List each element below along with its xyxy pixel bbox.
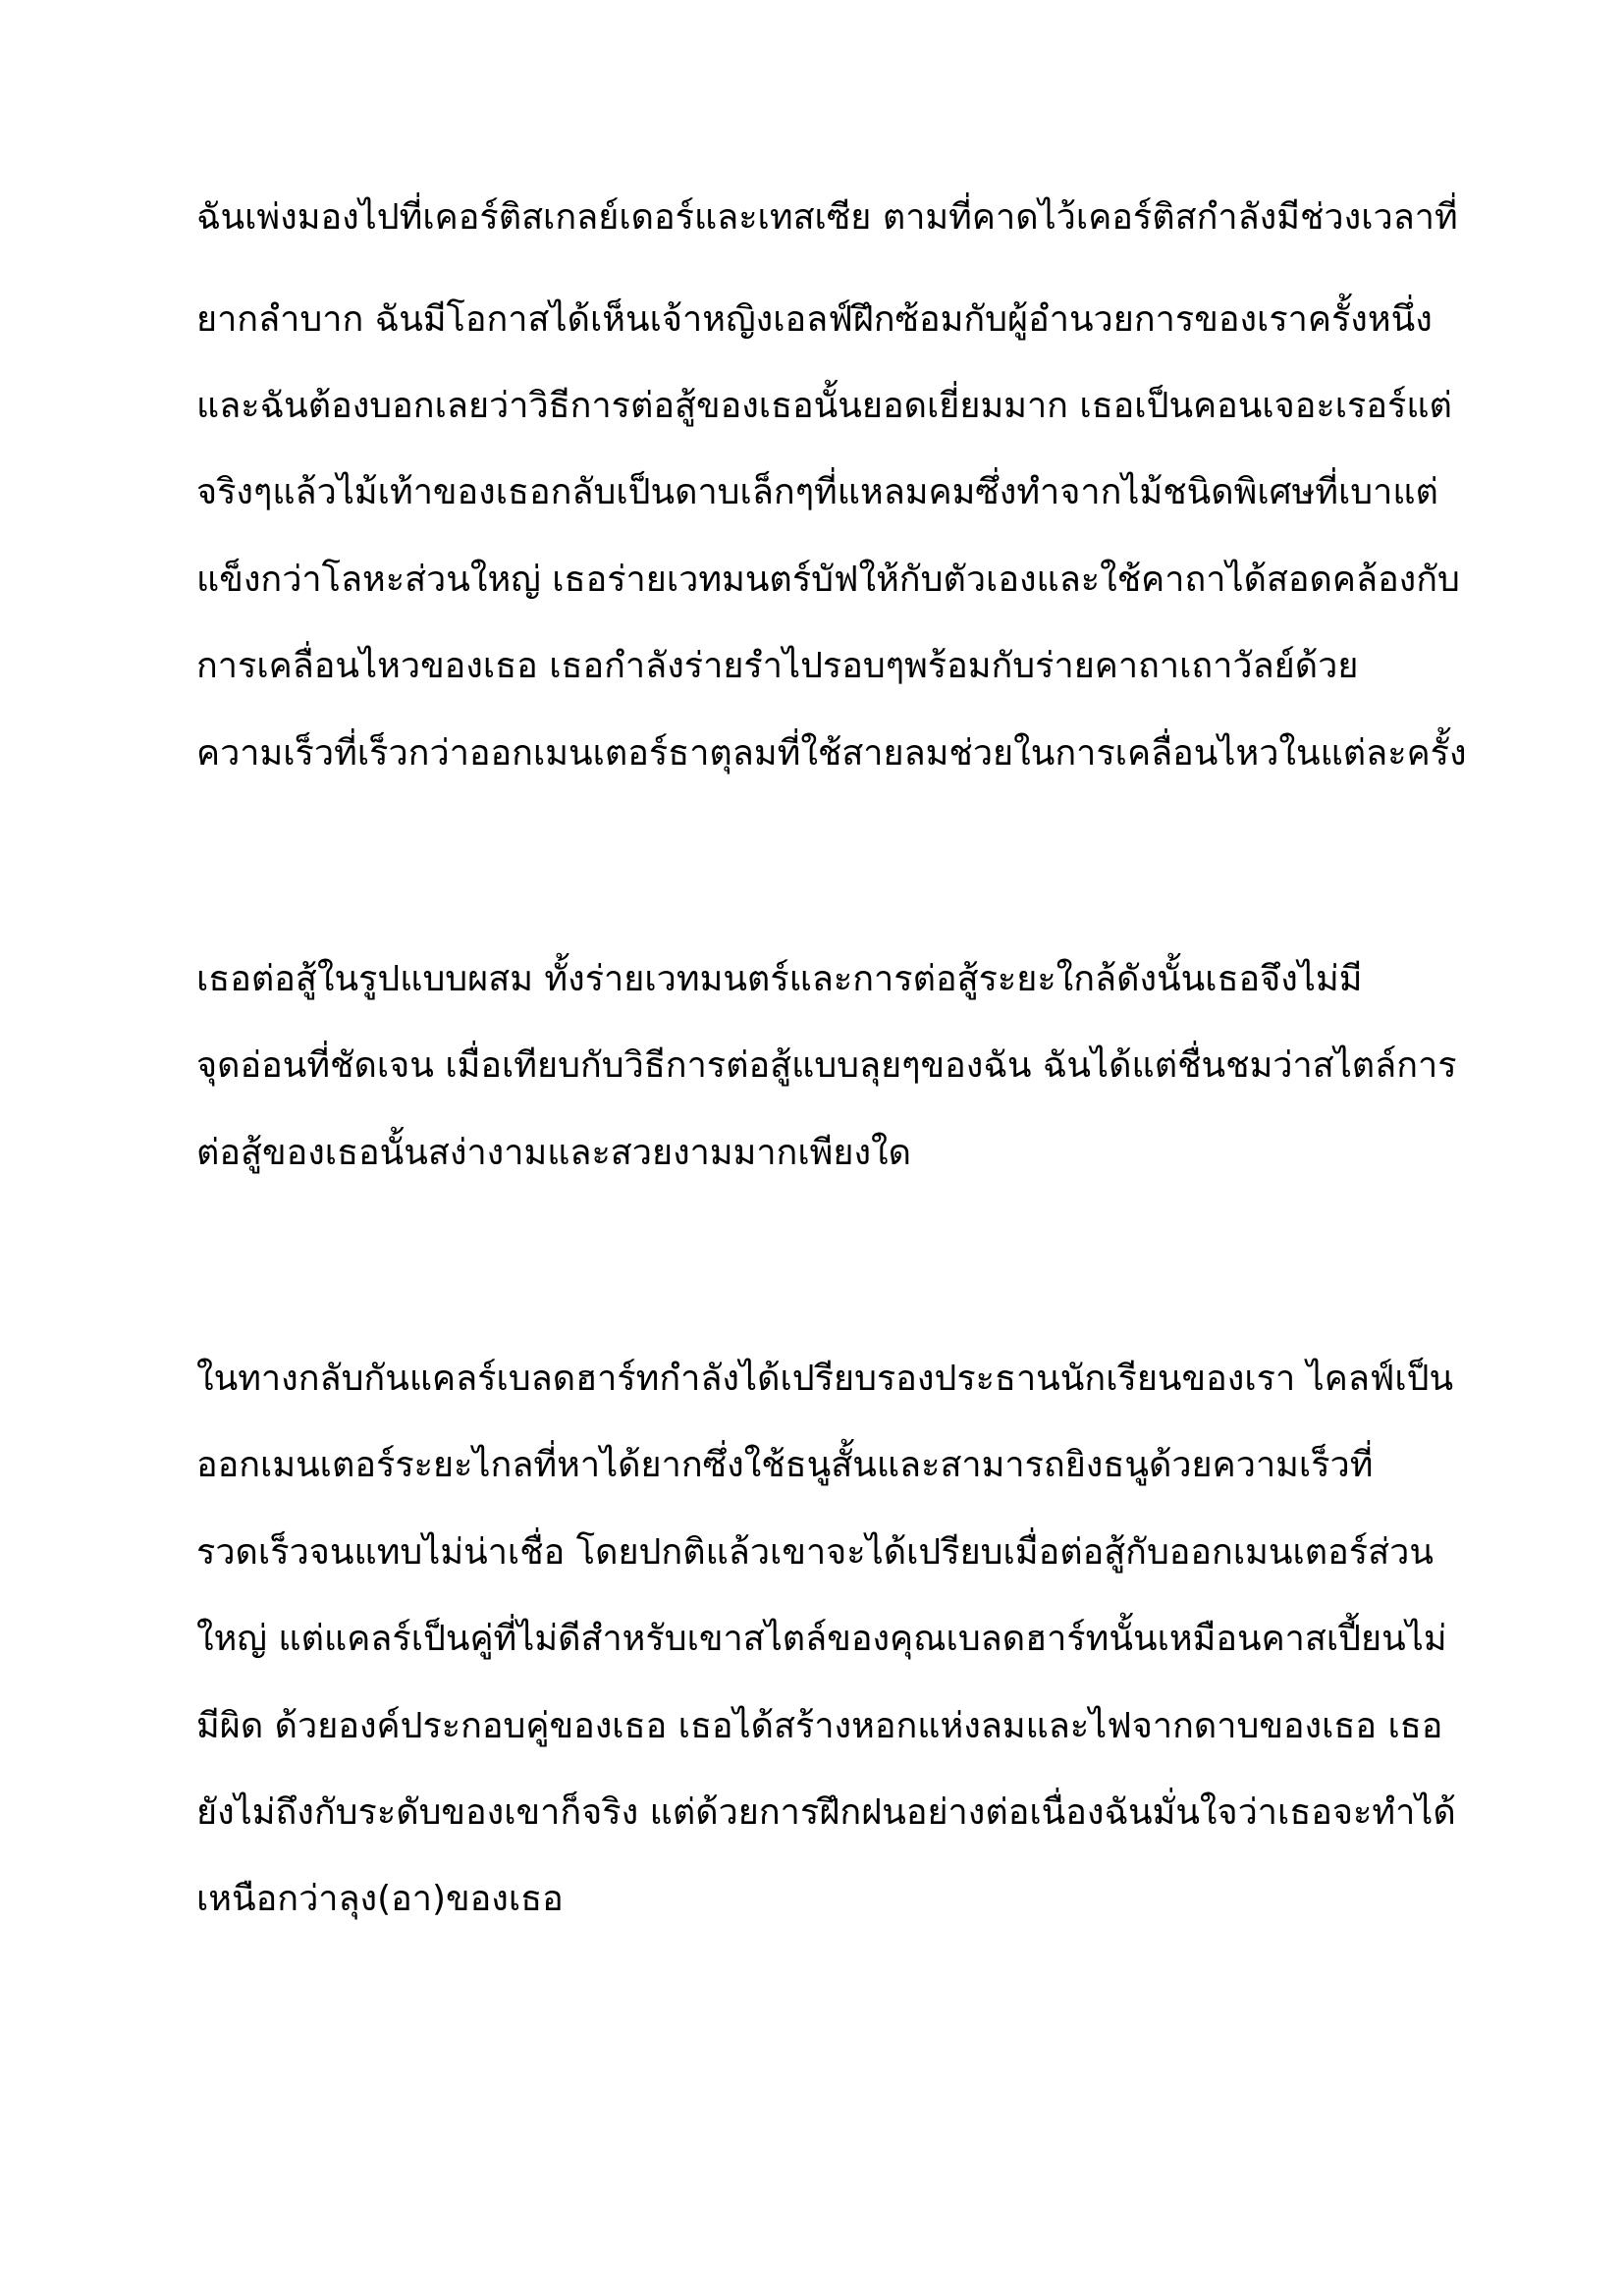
paragraph-line: ความเร็วที่เร็วกว่าออกเมนเตอร์ธาตุลมที่ใช้สายลมช่วยในการเคลื่อนไหวในแต่ละครั้ง	[196, 733, 1467, 774]
paragraph-line: เธอต่อสู้ในรูปแบบผสม ทั้งร่ายเวทมนตร์และการต่อสู้ระยะใกล้ดังนั้นเธอจึงไม่มี	[196, 959, 1363, 999]
paragraph-line: เหนือกว่าลุง(อา)ของเธอ	[196, 1879, 564, 1919]
paragraph-line: ใหญ่ แต่แคลร์เป็นคู่ที่ไม่ดีสำหรับเขาสไตล์ของคุณเบลดฮาร์ทนั้นเหมือนคาสเปี้ยนไม่	[196, 1619, 1447, 1659]
paragraph-line: ออกเมนเตอร์ระยะไกลที่หาได้ยากซึ่งใช้ธนูสั้นและสามารถยิงธนูด้วยความเร็วที่	[196, 1445, 1374, 1485]
paragraph-line: ต่อสู้ของเธอนั้นสง่างามและสวยงามมากเพียงใด	[196, 1133, 911, 1173]
paragraph-line: รวดเร็วจนแทบไม่น่าเชื่อ โดยปกติแล้วเขาจะได้เปรียบเมื่อต่อสู้กับออกเมนเตอร์ส่วน	[196, 1532, 1434, 1573]
paragraph-line: ยังไม่ถึงกับระดับของเขาก็จริง แต่ด้วยการฝึกฝนอย่างต่อเนื่องฉันมั่นใจว่าเธอจะทำได้	[196, 1792, 1456, 1833]
paragraph-line: ฉันเพ่งมองไปที่เคอร์ติสเกลย์เดอร์และเทสเซีย ตามที่คาดไว้เคอร์ติสกำลังมีช่วงเวลาที่	[196, 197, 1458, 238]
paragraph-line: มีผิด ด้วยองค์ประกอบคู่ของเธอ เธอได้สร้างหอกแห่งลมและไฟจากดาบของเธอ เธอ	[196, 1706, 1443, 1746]
paragraph-line: แข็งกว่าโลหะส่วนใหญ่ เธอร่ายเวทมนตร์บัฟให้กับตัวเองและใช้คาถาได้สอดคล้องกับ	[196, 560, 1460, 600]
paragraph-line: จริงๆแล้วไม้เท้าของเธอกลับเป็นดาบเล็กๆที่แหลมคมซึ่งทำจากไม้ชนิดพิเศษที่เบาแต่	[196, 472, 1438, 512]
paragraph-line: การเคลื่อนไหวของเธอ เธอกำลังร่ายรำไปรอบๆพร้อมกับร่ายคาถาเถาวัลย์ด้วย	[196, 646, 1359, 686]
paragraph-line: และฉันต้องบอกเลยว่าวิธีการต่อสู้ของเธอนั้นยอดเยี่ยมมาก เธอเป็นคอนเจอะเรอร์แต่	[196, 386, 1452, 426]
paragraph-line: จุดอ่อนที่ชัดเจน เมื่อเทียบกับวิธีการต่อสู้แบบลุยๆของฉัน ฉันได้แต่ชื่นชมว่าสไตล์การ	[196, 1045, 1457, 1086]
paragraph-line: ยากลำบาก ฉันมีโอกาสได้เห็นเจ้าหญิงเอลฟ์ฝึกซ้อมกับผู้อำนวยการของเราครั้งหนึ่ง	[196, 299, 1433, 340]
paragraph-line: ในทางกลับกันแคลร์เบลดฮาร์ทกำลังได้เปรียบรองประธานนักเรียนของเรา ไคลฟ์เป็น	[196, 1359, 1454, 1399]
